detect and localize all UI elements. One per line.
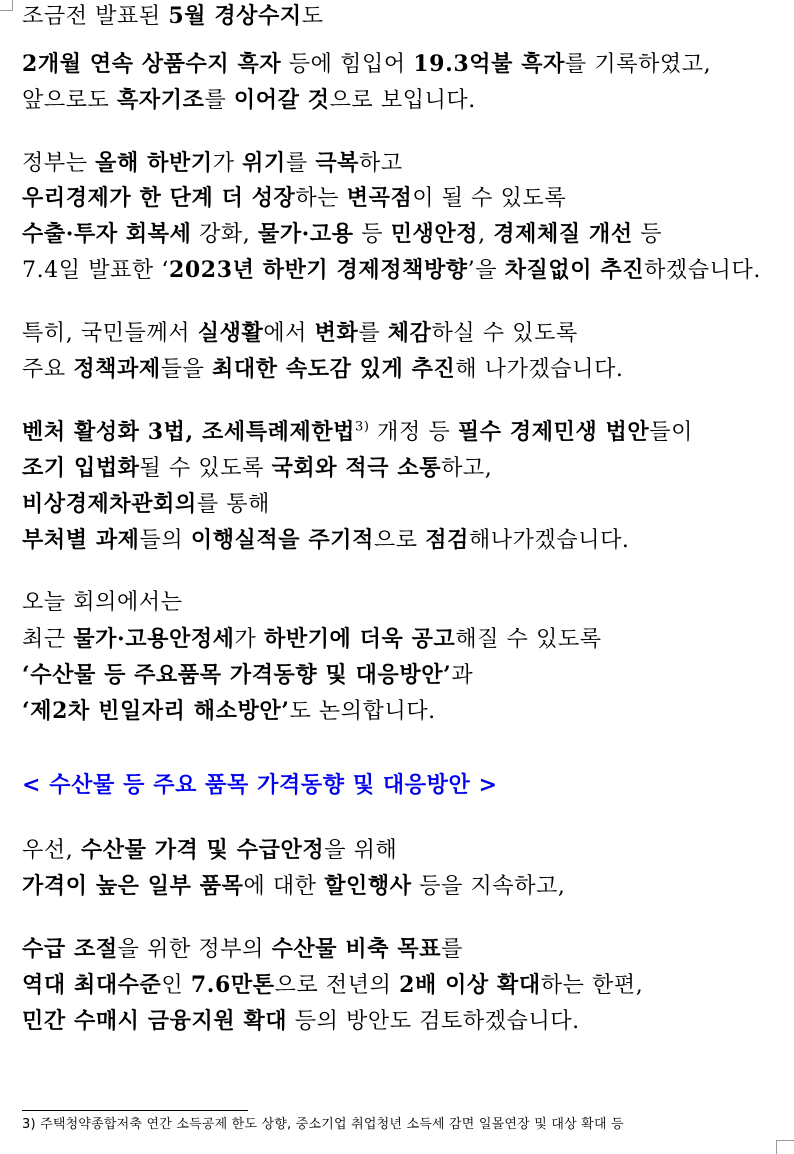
text-span: 하는 한편,: [540, 973, 644, 998]
body-line: [22, 355, 782, 384]
footnote-separator: [22, 1110, 248, 1111]
text-span: 을 위한 정부의: [117, 937, 272, 962]
bold-text: 흑자기조: [117, 87, 205, 113]
bold-text: 수급 조절: [22, 936, 118, 962]
bold-text: 필수 경제민생 법안: [457, 419, 650, 445]
body-line: [22, 661, 782, 690]
text-span: 들이: [649, 420, 693, 445]
body-line: [22, 319, 782, 348]
bold-text: 이행실적을 주기적: [190, 527, 374, 553]
bold-text: 변화: [314, 320, 359, 346]
bold-text: 2023년 하반기 경제정책방향: [168, 257, 468, 283]
body-line: [22, 526, 782, 555]
bold-text: 부처별 과제: [22, 527, 140, 553]
bold-text: 역대 최대수준: [22, 972, 162, 998]
text-span: 등에 힘입어: [281, 52, 414, 77]
bold-text: 비상경제차관회의: [22, 491, 197, 517]
page-corner-mark-bottom-right: [776, 1140, 794, 1154]
text-span: 를: [204, 88, 234, 113]
text-span: 과: [451, 663, 474, 688]
text-span: 될 수 있도록: [139, 456, 272, 481]
bold-text: 수산물 비축 목표: [271, 936, 442, 962]
text-span: ’을: [467, 258, 505, 283]
bold-text: 벤처 활성화 3법, 조세특례제한법: [22, 419, 356, 445]
body-line: [22, 872, 782, 901]
bold-text: ‘수산물 등 주요품목 가격동향 및 대응방안’: [22, 662, 452, 688]
footnote-3: 3) 주택청약종합저축 연간 소득공제 한도 상향, 중소기업 취업청년 소득세 감면 일몰연장 및 대상 확대 등: [22, 1117, 624, 1132]
body-line: [22, 149, 782, 178]
bold-text: 점검: [425, 527, 469, 553]
text-span: 특히, 국민들께서: [22, 321, 198, 346]
bold-text: 민간 수매시 금융지원 확대: [22, 1008, 288, 1034]
body-line: [22, 971, 782, 1000]
body-line: [22, 50, 782, 79]
text-span: 가: [234, 627, 264, 652]
body-line: [22, 490, 782, 519]
section-heading: < 수산물 등 주요 품목 가격동향 및 대응방안 >: [22, 772, 498, 798]
bold-text: 위기: [242, 150, 286, 176]
bold-text: 정책과제: [73, 356, 161, 382]
text-span: 등의 방안도 검토하겠습니다.: [287, 1009, 580, 1034]
body-line: [22, 256, 782, 285]
body-line: [22, 1007, 782, 1036]
text-span: 우선,: [22, 838, 81, 863]
text-span: 정부는: [22, 151, 96, 176]
text-span: 를 기록하였고,: [564, 52, 712, 77]
text-span: 를: [285, 151, 316, 176]
text-span: 등을 지속하고,: [411, 874, 566, 899]
text-span: 오늘 회의에서는: [22, 590, 183, 615]
text-span: 하겠습니다.: [644, 258, 761, 283]
body-line: [22, 86, 782, 115]
text-span: 최근: [22, 627, 74, 652]
text-span: 등: [632, 222, 663, 247]
text-span: 조금전 발표된: [22, 4, 169, 29]
bold-text: 7.6만톤: [190, 972, 275, 998]
bold-text: 극복: [315, 150, 360, 176]
text-span: 를: [441, 937, 463, 962]
bold-text: 국회와 적극 소통: [271, 455, 442, 481]
bold-text: 하반기에 더욱 공고: [264, 626, 456, 652]
text-span: 하고,: [441, 456, 493, 481]
bold-text: 민생안정: [390, 221, 479, 247]
text-span: 들의: [139, 528, 191, 553]
body-line: [22, 418, 782, 447]
text-span: 으로 보입니다.: [329, 88, 476, 113]
footnote-ref: 3): [355, 419, 370, 435]
body-line: [22, 454, 782, 483]
body-line: [22, 220, 782, 249]
body-line: [22, 589, 782, 617]
text-span: 해 나가겠습니다.: [455, 357, 624, 382]
bold-text: 5월 경상수지: [168, 3, 302, 29]
text-span: 하는: [295, 186, 347, 211]
text-span: 도: [301, 4, 324, 29]
text-span: 개정 등: [369, 420, 458, 445]
text-span: 에서: [263, 321, 315, 346]
bold-text: 가격이 높은 일부 품목: [22, 873, 244, 899]
body-line: [22, 771, 782, 800]
bold-text: 2배 이상 확대: [399, 972, 541, 998]
bold-text: 19.3억불 흑자: [413, 51, 565, 77]
body-line: [22, 836, 782, 865]
text-span: 으로: [373, 528, 426, 553]
bold-text: 실생활: [197, 320, 264, 346]
bold-text: 올해 하반기: [95, 150, 213, 176]
bold-text: 변곡점: [346, 185, 413, 211]
bold-text: 경제체질 개선: [493, 221, 633, 247]
text-span: 강화,: [191, 222, 258, 247]
body-line: [22, 2, 782, 31]
bold-text: 조기 입법화: [22, 455, 140, 481]
text-span: 인: [161, 973, 191, 998]
text-span: 앞으로도: [22, 88, 118, 113]
text-span: 으로 전년의: [274, 973, 400, 998]
bold-text: 수산물 가격 및 수급안정: [80, 837, 325, 863]
text-span: 에 대한: [243, 874, 325, 899]
bold-text: 할인행사: [324, 873, 412, 899]
text-span: 해나가겠습니다.: [468, 528, 630, 553]
bold-text: 최대한 속도감 있게 추진: [212, 356, 456, 382]
text-span: 를: [358, 321, 388, 346]
text-span: 도 논의합니다.: [289, 699, 436, 724]
text-span: 하실 수 있도록: [431, 321, 578, 346]
text-span: 를 통해: [196, 492, 270, 517]
text-span: ,: [478, 222, 494, 247]
bold-text: ‘제2차 빈일자리 해소방안’: [22, 698, 290, 724]
text-span: 7.4일 발표한 ‘: [22, 258, 169, 283]
text-span: 이 될 수 있도록: [412, 186, 567, 211]
body-line: [22, 935, 782, 964]
bold-text: 체감: [387, 320, 432, 346]
body-line: [22, 697, 782, 726]
text-span: 을 위해: [324, 838, 398, 863]
page-corner-mark-top-left: [0, 0, 13, 11]
text-span: 주요: [22, 357, 74, 382]
bold-text: 물가·고용안정세: [73, 626, 235, 652]
bold-text: 2개월 연속 상품수지 흑자: [22, 51, 282, 77]
text-span: 하고: [359, 151, 403, 176]
bold-text: 우리경제가 한 단계 더 성장: [22, 185, 296, 211]
text-span: 등: [353, 222, 391, 247]
text-span: 들을: [160, 357, 213, 382]
bold-text: 이어갈 것: [233, 87, 330, 113]
bold-text: 차질없이 추진: [504, 257, 645, 283]
text-span: 해질 수 있도록: [455, 627, 602, 652]
bold-text: 수출·투자 회복세: [22, 221, 192, 247]
bold-text: 물가·고용: [257, 221, 354, 247]
body-line: [22, 184, 782, 213]
text-span: 가: [212, 151, 243, 176]
body-line: [22, 625, 782, 654]
